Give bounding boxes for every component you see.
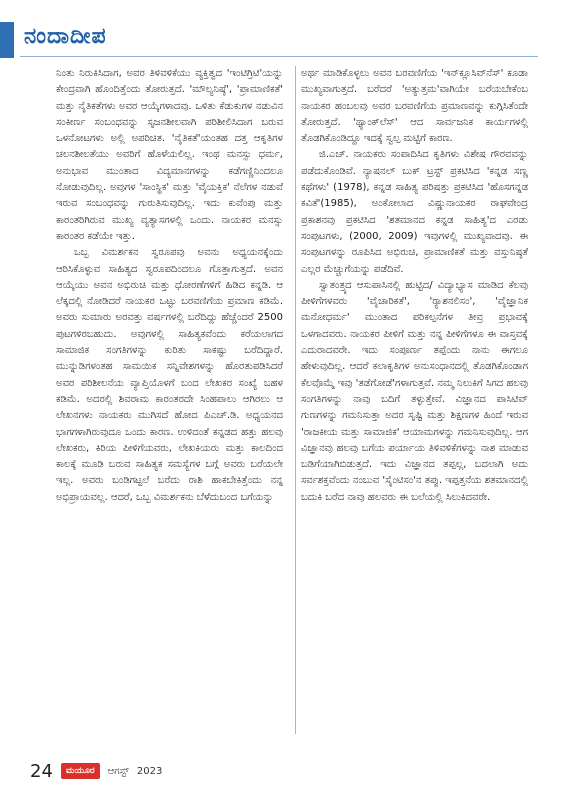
paragraph: ಸ್ವಾತಂತ್ರ್ಯದ ಆಸುಪಾಸಿನಲ್ಲಿ ಹುಟ್ಟಿದ/ ವಿದ್ಯಾಭ್ಯಾಸ ಮಾಡಿದ ಕೆಲವು ಪೀಳಿಗೆಗಳವರು 'ವೈಚಾರಿಕತೆ', 'ರ್‍ಯಾಶನಲಿಸಂ', 'ವೈಜ್ಞಾನಿಕ ಮನೋಧರ್ಮ' ಮುಂತಾದ ಪರಿಕಲ್ಪನೆಗಳ ತೀವ್ರ ಪ್ರಭಾವಕ್ಕೆ ಒಳಗಾದವರು. ನಾಯಕರ ಪೀಳಿಗೆ ಮತ್ತು ನನ್ನ ಪೀಳಿಗೆಗಳೂ ಈ ವಾಸ್ತವಕ್ಕೆ ಎದುರಾದವರೇ. ಇದು ಸಂಪೂರ್ಣ ತಪ್ಪೆಂದು ನಾನು ಈಗಲೂ ಹೇಳುವುದಿಲ್ಲ. ಆದರೆ ಕಲಾಕೃತಿಗಳ ಅನುಸಂಧಾನದಲ್ಲಿ ತೊಡಗಿಕೊಂಡಾಗ ಕೆಲವೊಮ್ಮೆ ಇವು 'ತಡೆಗೋಡೆ'ಗಳಾಗುತ್ತವೆ. ನಮ್ಮ ನಿಲುಕಿಗೆ ಸಿಗದ ಹಲವು ಸಂಗತಿಗಳನ್ನು ನಾವು ಬದಿಗೆ ತಳ್ಳುತ್ತೇವೆ. ವಿಜ್ಞಾನದ ಪಾಸಿಟಿವ್ ಗುಣಗಳನ್ನು ಗಮನಿಸುತ್ತಾ ಅದರ ಸೃಷ್ಟಿ ಮತ್ತು ಶಿಕ್ಷಣಗಳ ಹಿಂದೆ ಇರುವ 'ರಾಜಕೀಯ ಮತ್ತು ಸಾಮಾಜಿಕ' ಆಯಾಮಗಳನ್ನು ಗಮನಿಸುವುದಿಲ್ಲ. ಆಗ ವಿಜ್ಞಾನವು ಹಲವು ಬಗೆಯ ಪರ್ಯಾಯ ತಿಳಿವಳಿಕೆಗಳನ್ನು ನಾಶ ಮಾಡುವ ಬಡಿಗೆಯಾಗಿಬಿಡುತ್ತದೆ. ಇದು ವಿಜ್ಞಾನದ ತಪ್ಪಲ್ಲ, ಬದಲಾಗಿ ಅದು ಸರ್ವಶಕ್ತವೆಂದು ನಂಬುವ 'ಸೈಂಟಿಸಂ'ನ ತಪ್ಪು. ಇಪ್ಪತ್ತನೆಯ ಶತಮಾನದಲ್ಲಿ ಬದುಕಿ ಬರೆದ ನಾವು ಹಲವರು ಈ ಬಲೆಯಲ್ಲಿ ಸಿಲುಕಿದವರೇ.	[301, 279, 528, 503]
paragraph: ಒಬ್ಬ ವಿಮರ್ಶಕನ ಸ್ವರೂಪವು ಅವನು ಅಧ್ಯಯನಕ್ಕೆಂದು ಆರಿಸಿಕೊಳ್ಳುವ ಸಾಹಿತ್ಯದ ಸ್ವರೂಪದಿಂದಲೂ ಗೊತ್ತಾಗುತ್ತದೆ. ಅವನ ಆಯ್ಕೆಯು ಅವನ ಅಭಿರುಚಿ ಮತ್ತು ಧೋರಣೆಗಳಿಗೆ ಹಿಡಿದ ಕನ್ನಡಿ. ಆ ಲೆಕ್ಕದಲ್ಲಿ ನೋಡಿದರೆ ನಾಯಕರ ಒಟ್ಟು ಬರವಣಿಗೆಯ ಪ್ರಮಾಣ ಕಡಿಮೆ. ಅವರು ಸುಮಾರು ಅರವತ್ತು ವರ್ಷಗಳಲ್ಲಿ ಬರೆದಿದ್ದು ಹೆಚ್ಚೆಂದರೆ 2500 ಪುಟಗಳಿರಬಹುದು. ಅವುಗಳಲ್ಲಿ ಸಾಹಿತ್ಯಕವೆಂದು ಕರೆಯಲಾಗದ ಸಾಮಾಜಿಕ ಸಂಗತಿಗಳನ್ನು ಕುರಿತು ಸಾಕಷ್ಟು ಬರೆದಿದ್ದಾರೆ. ಮುನ್ನುಡಿಗಳಂತಹ ಸಾಮಯಿಕ ಸನ್ನಿವೇಶಗಳನ್ನು ಹೊರತುಪಡಿಸಿದರೆ ಅವರ ಪರಿಶೀಲನೆಯ ವ್ಯಾಪ್ತಿಯೊಳಗೆ ಬಂದ ಲೇಖಕರ ಸಂಖ್ಯೆ ಬಹಳ ಕಡಿಮೆ. ಅದರಲ್ಲಿ ಶಿವರಾಮ ಕಾರಂತರದೇ ಸಿಂಹಪಾಲು ಆಗಿರಲು ಆ ಲೇಖನಗಳು ನಾಯಕರು ಮುಗಿಸದೆ ಹೋದ ಪಿಎಚ್.ಡಿ. ಅಧ್ಯಯನದ ಭಾಗಗಳಾಗಿರುವುದೂ ಒಂದು ಕಾರಣ. ಉಳಿದಂತೆ ಕನ್ನಡದ ಹತ್ತು ಹಲವು ಲೇಖಕರು, ಕಿರಿಯ ಪೀಳಿಗೆಯವರು, ಲೇಖಕಿಯರು ಮತ್ತು ಕಾಲದಿಂದ ಕಾಲಕ್ಕೆ ಮೂಡಿ ಬರುವ ಸಾಹಿತ್ಯಕ ಸಮಸ್ಯೆಗಳ ಬಗ್ಗೆ ಅವರು ಬರೆಯಲೇ ಇಲ್ಲ. ಅವರು ಬಂಡಿಗಟ್ಟಲೆ ಬರೆದು ರಾಶಿ ಹಾಕಬೇಕಿತ್ತೆಂದು ನನ್ನ ಅಭಿಪ್ರಾಯವಲ್ಲ. ಆದರೆ, ಒಬ್ಬ ವಿಮರ್ಶಕನು ಬೆಳೆದುಬಂದ ಬಗೆಯನ್ನು	[56, 247, 283, 503]
page-header	[0, 22, 562, 58]
header-divider	[20, 56, 538, 57]
issue-year: 2023	[136, 765, 163, 777]
column-divider	[295, 66, 296, 734]
header-accent-bar	[0, 22, 14, 58]
paragraph: ಅರ್ಥ ಮಾಡಿಕೊಳ್ಳಲು ಅವನ ಬರವಣಿಗೆಯ 'ಇನ್‌ಕ್ಲೂಸಿವ್‌ನೆಸ್' ಕೂಡಾ ಮುಖ್ಯವಾಗುತ್ತದೆ. ಬರೆದರೆ 'ಅತ್ಯುತ್ತಮ'ವಾಗಿಯೇ ಬರೆಯಬೇಕೆಂಬ ನಾಯಕರ ಹಂಬಲವು ಅವರ ಬರವಣಿಗೆಯ ಪ್ರಮಾಣವನ್ನು ಕುಗ್ಗಿಸಿತೆಂದೇ ತೋರುತ್ತದೆ. 'ಥ್ಯಾಂಕ್‌ಲೆಸ್' ಆದ ಸಾರ್ವಜನಿಕ ಕಾರ್ಯಗಳಲ್ಲಿ ತೊಡಗಿಕೊಂಡಿದ್ದೂ ಇದಕ್ಕೆ ಸ್ವಲ್ಪ ಮಟ್ಟಿಗೆ ಕಾರಣ.	[301, 68, 528, 145]
page-footer	[30, 760, 162, 782]
right-column	[301, 66, 528, 734]
page-number: 24	[30, 760, 53, 782]
article-body	[56, 66, 528, 734]
paragraph: ನಿಂತು ನಿರುಕಿಸಿದಾಗ, ಅವರ ತಿಳಿವಳಿಕೆಯು ವ್ಯಕ್ತಿತ್ವದ 'ಇಂಟಿಗ್ರಿಟಿ'ಯನ್ನು ಕೇಂದ್ರವಾಗಿ ಹೊಂದಿತ್ತೆಂದು ತೋರುತ್ತದೆ. 'ಮೌಲ್ಯನಿಷ್ಠೆ', 'ಪ್ರಾಮಾಣಿಕತೆ' ಮತ್ತು ನೈತಿಕತೆಗಳು ಅವರ ಆಯ್ಕೆಗಳಾದವು. ಒಳಿತು ಕೆಡುಕುಗಳ ನಡುವಿನ ಸಂಕೀರ್ಣ ಸಂಬಂಧವನ್ನು ಸೃಜನಶೀಲವಾಗಿ ಪರಿಶೀಲಿಸಿದಾಗ ಬರುವ ಒಳನೋಟಗಳು ಅಲ್ಲಿ ಅಪರಿಚಿತ. 'ನೈತಿಕತೆ'ಯಂತಹ ದತ್ತ ಆಕೃತಿಗಳ ಚಲನಶೀಲತೆಯು ಅವರಿಗೆ ಹೊಳೆಯಲಿಲ್ಲ. ಇಂಥ ಮನಸ್ಸು ಧರ್ಮ, ಅನುಭಾವ ಮುಂತಾದ ವಿದ್ಯಮಾನಗಳನ್ನು ಕಡೆಗಣ್ಣಿನಿಂದಲೂ ನೋಡುವುದಿಲ್ಲ. ಅವುಗಳ 'ಸಾಂಸ್ಥಿಕ' ಮತ್ತು 'ವೈಯಕ್ತಿಕ' ನೆಲೆಗಳ ನಡುವೆ ಇರುವ ಸಂಬಂಧವನ್ನು ಗುರುತಿಸುವುದಿಲ್ಲ. ಇದು ಕುವೆಂಪು ಮತ್ತು ಕಾರಂತರಿಗಿರುವ ಮುಖ್ಯ ವ್ಯತ್ಯಾಸಗಳಲ್ಲಿ ಒಂದು. ನಾಯಕರ ಮನಸ್ಸು ಕಾರಂತರ ಕಡೆಯೇ ಇತ್ತು.	[56, 68, 283, 242]
issue-month: ಆಗಸ್ಟ್	[107, 765, 129, 777]
magazine-logo: ಮಯೂರ	[61, 763, 100, 779]
left-column	[56, 66, 283, 734]
section-title: ನಂದಾದೀಪ	[24, 24, 107, 49]
paragraph: ಜಿ.ಎಚ್. ನಾಯಕರು ಸಂಪಾದಿಸಿದ ಕೃತಿಗಳು ವಿಶೇಷ ಗೌರವವನ್ನು ಪಡೆದುಕೊಂಡಿವೆ. ನ್ಯಾಷನಲ್ ಬುಕ್ ಟ್ರಸ್ಟ್ ಪ್ರಕಟಿಸಿದ 'ಕನ್ನಡ ಸಣ್ಣ ಕಥೆಗಳು' (1978), ಕನ್ನಡ ಸಾಹಿತ್ಯ ಪರಿಷತ್ತು ಪ್ರಕಟಿಸಿದ 'ಹೊಸಗನ್ನಡ ಕವಿತೆ'(1985), ಅಂಕೋಲಾದ ವಿಷ್ಣುನಾಯಕರ ರಾಘವೇಂದ್ರ ಪ್ರಕಾಶನವು ಪ್ರಕಟಿಸಿದ 'ಶತಮಾನದ ಕನ್ನಡ ಸಾಹಿತ್ಯ'ದ ಎರಡು ಸಂಪುಟಗಳು, (2000, 2009) ಇವುಗಳಲ್ಲಿ ಮುಖ್ಯವಾದವು. ಈ ಸಂಪುಟಗಳನ್ನು ರೂಪಿಸಿದ ಅಭಿರುಚಿ, ಪ್ರಾಮಾಣಿಕತೆ ಮತ್ತು ವಸ್ತುನಿಷ್ಠತೆ ಎಲ್ಲರ ಮೆಚ್ಚುಗೆಯನ್ನು ಪಡೆದಿವೆ.	[301, 149, 528, 275]
